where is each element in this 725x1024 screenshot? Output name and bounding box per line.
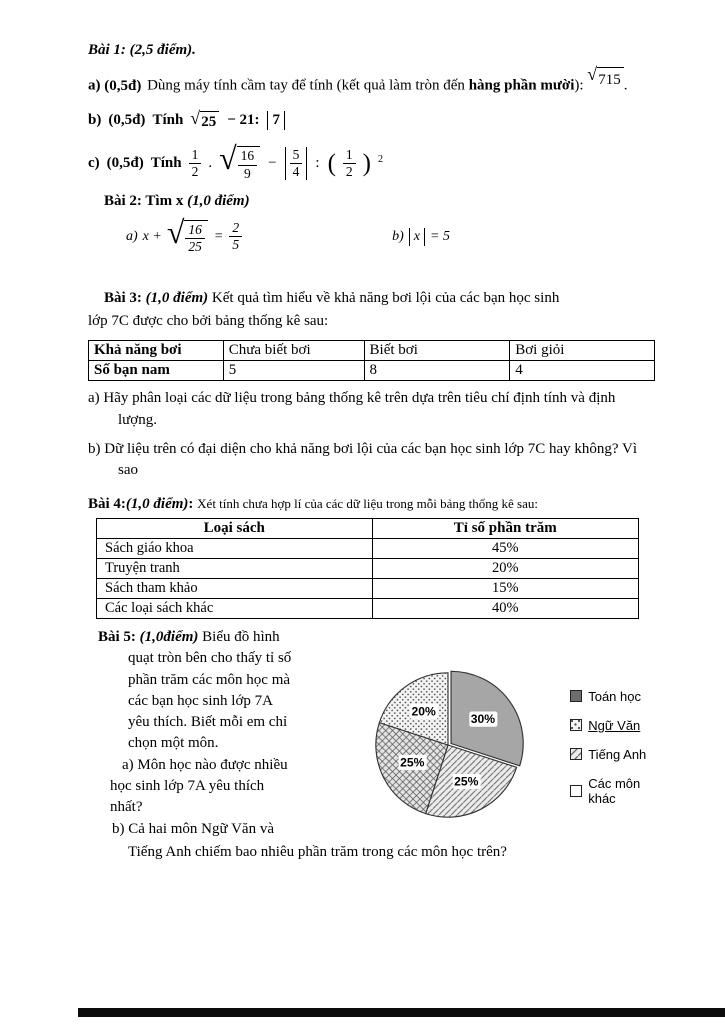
bai5-item-b-line1: b) Cả hai môn Ngữ Văn và [112, 820, 274, 837]
numerator: 5 [290, 148, 303, 164]
bai3-item-a [88, 388, 667, 409]
bai5-intro-line: yêu thích. Biết mỗi em chỉ [128, 714, 288, 731]
pie-chart-svg [372, 669, 524, 821]
legend-label: Toán học [588, 688, 641, 704]
table-header-cell: Khả năng bơi [89, 341, 224, 361]
bai5-section [88, 627, 667, 840]
bai3-item-a-cont: lượng. [118, 411, 157, 428]
bai3-title-text: Bài 3: [104, 289, 142, 306]
bai2-b-rhs: = 5 [430, 228, 450, 244]
sqrt-fraction [166, 213, 208, 254]
bai3-title [104, 288, 667, 309]
pie-label-30: 30% [471, 711, 496, 726]
bai4-points: (1,0 điểm) [125, 495, 189, 512]
bai5-points: (1,0điểm) [139, 628, 199, 645]
legend-item-toan-hoc [570, 689, 667, 704]
bai5-text-column [98, 627, 362, 840]
bai1-item-b [88, 108, 667, 134]
table-cell: 15% [372, 578, 639, 598]
radicand: 25 [200, 111, 219, 131]
right-paren: ) [362, 150, 371, 178]
bai5-item-a-line: nhất? [110, 799, 143, 816]
bai2-formula-b [392, 228, 450, 246]
legend-item-cac-mon-khac [570, 776, 667, 806]
bai3-points: (1,0 điểm) [145, 289, 209, 306]
legend-swatch-dots [570, 719, 582, 731]
fraction [343, 148, 356, 179]
numerator: 16 [185, 223, 205, 239]
table-cell: 20% [372, 558, 639, 578]
bai3-item-b-cont: sao [118, 462, 138, 479]
bai1-c-points: (0,5đ) [106, 155, 144, 172]
sqrt-715 [587, 64, 623, 91]
bai1-a-bold-phrase: hàng phần mười [468, 77, 575, 94]
numerator: 2 [229, 221, 242, 237]
numerator: 16 [238, 149, 258, 165]
bai1-a-after: ): [574, 77, 584, 94]
table-cell: Sách tham khảo [97, 578, 373, 598]
bai4-title-text: Bài 4: [88, 495, 126, 512]
legend-label: Các môn khác [588, 775, 641, 806]
denominator: 25 [188, 238, 202, 254]
bai3-item-b [88, 439, 667, 460]
table-cell: 45% [372, 538, 639, 558]
denominator: 9 [244, 165, 251, 181]
bai1-b-label: b) [88, 112, 102, 129]
bai3-items [88, 388, 667, 481]
fraction [290, 148, 303, 179]
table-cell: 4 [510, 361, 655, 381]
table-cell: Sách giáo khoa [97, 538, 373, 558]
sqrt-25 [190, 107, 219, 131]
radical-sign: √ [190, 107, 201, 128]
legend-label: Tiếng Anh [588, 746, 647, 762]
table-row [97, 578, 639, 598]
legend-swatch-diagonal [570, 748, 582, 760]
absolute-value [285, 147, 308, 180]
table-cell: Các loại sách khác [97, 598, 373, 618]
equals-sign: = [213, 228, 224, 244]
legend-label: Ngữ Văn [588, 717, 641, 733]
table-cell: Truyện tranh [97, 558, 373, 578]
radicand [184, 220, 208, 254]
table-cell: 8 [364, 361, 510, 381]
pie-legend [570, 689, 667, 820]
numerator: 1 [343, 148, 356, 164]
bai5-intro-line: các bạn học sinh lớp 7A [128, 692, 273, 709]
bai1-b-tinh: Tính [152, 112, 184, 129]
bai1-title: Bài 1: (2,5 điểm). [88, 42, 196, 58]
legend-item-ngu-van [570, 718, 667, 733]
bai5-title-text: Bài 5: [98, 628, 136, 645]
table-header-cell: Tỉ số phần trăm [372, 518, 639, 538]
bai3-b-label: b) [88, 441, 101, 458]
table-row [89, 361, 655, 381]
left-paren: ( [327, 150, 336, 178]
radical-sign: √ [587, 64, 598, 85]
bai3-a-text: Hãy phân loại các dữ liệu trong bảng thống kê trên dựa trên tiêu chí định tính và định [103, 390, 616, 407]
table-cell: 5 [223, 361, 364, 381]
pie-chart [372, 669, 524, 826]
bai5-title [98, 627, 362, 648]
bai3-table [88, 340, 655, 381]
legend-item-tieng-anh [570, 747, 667, 762]
legend-swatch-solid [570, 690, 582, 702]
radicand [237, 146, 261, 180]
bai2-formulas [88, 213, 667, 258]
colon-sign: : [315, 155, 320, 172]
fraction [238, 149, 258, 180]
radicand: 715 [597, 67, 624, 91]
table-row [97, 538, 639, 558]
bai1-a-points: (0,5đ) [104, 77, 142, 94]
bai1-c-label: c) [88, 155, 100, 172]
table-header-cell: Loại sách [97, 518, 373, 538]
bai2-a-lhs: x + [142, 228, 162, 244]
table-row [97, 558, 639, 578]
bai1-a-period: . [623, 77, 628, 94]
pie-label-25-left: 25% [400, 755, 425, 770]
table-row [97, 598, 639, 618]
table-row-label: Số bạn nam [89, 361, 224, 381]
bai4-table [96, 518, 639, 619]
table-row [89, 341, 655, 361]
bai1-a-label: a) [88, 77, 101, 94]
bai2-formula-a [126, 213, 242, 254]
fraction [229, 221, 242, 252]
bai1-item-a [88, 64, 667, 98]
bai2-a-label: a) [126, 228, 138, 244]
table-cell: 40% [372, 598, 639, 618]
numerator: 1 [189, 148, 202, 164]
bai5-intro-line: Biểu đồ hình [202, 628, 280, 645]
bai4-title [88, 494, 667, 515]
multiply-dot: . [208, 155, 213, 172]
bai3-intro-line2: lớp 7C được cho bởi bảng thống kê sau: [88, 313, 329, 330]
radical-sign: √ [166, 213, 185, 250]
bai3-a-label: a) [88, 390, 100, 407]
bai4-intro: Xét tính chưa hợp lí của các dữ liệu trong mỗi bảng thống kê sau: [197, 495, 538, 511]
fraction [189, 148, 202, 179]
bai1-b-middle: − 21: [227, 112, 260, 129]
sqrt-fraction [219, 140, 260, 181]
bai4-colon: : [188, 495, 194, 512]
bai5-item-a-line: a) Môn học nào được nhiều [122, 756, 288, 773]
bai5-intro-line: phần trăm các môn học mà [128, 671, 291, 688]
bai5-intro-line: chọn một môn. [128, 735, 219, 752]
bai3-intro-line1: Kết quả tìm hiểu về khả năng bơi lội của các bạn học sinh [211, 289, 560, 306]
radical-sign: √ [219, 140, 237, 177]
minus-sign: − [268, 155, 277, 172]
bai1-c-tinh: Tính [150, 155, 182, 172]
bai2-title-text: Bài 2: Tìm x [104, 192, 184, 209]
bai2-points: (1,0 điểm) [187, 192, 250, 209]
scan-artifact-bar [78, 1008, 725, 1017]
legend-swatch-empty [570, 785, 582, 797]
absolute-value: 7 [267, 111, 285, 130]
denominator: 5 [232, 237, 240, 253]
fraction [185, 223, 205, 254]
bai2-title [104, 191, 667, 212]
table-header-cell: Chưa biết bơi [223, 341, 364, 361]
bai3-b-text: Dữ liệu trên có đại diện cho khả năng bơi lội của các bạn học sinh lớp 7C hay không? Vì [104, 441, 637, 458]
bai2-b-label: b) [392, 228, 404, 244]
bai1-item-c [88, 140, 667, 185]
denominator: 2 [191, 164, 199, 180]
absolute-value: x [409, 228, 425, 246]
denominator: 4 [292, 164, 300, 180]
table-header-cell: Biết bơi [364, 341, 510, 361]
bai5-intro-line: quạt tròn bên cho thấy tỉ số [128, 650, 292, 667]
pie-label-20: 20% [411, 704, 437, 719]
table-header-cell: Bơi giỏi [510, 341, 655, 361]
table-row [97, 518, 639, 538]
bai1-b-points: (0,5đ) [108, 112, 146, 129]
bai5-item-a-line: học sinh lớp 7A yêu thích [110, 778, 265, 795]
exponent: 2 [377, 154, 383, 166]
bai5-item-b-line2: Tiếng Anh chiếm bao nhiêu phần trăm trong các môn học trên? [128, 843, 507, 860]
denominator: 2 [345, 164, 353, 180]
bai1-a-text: Dùng máy tính cầm tay để tính (kết quả làm tròn đến [147, 77, 465, 94]
pie-label-25-right: 25% [454, 774, 479, 789]
